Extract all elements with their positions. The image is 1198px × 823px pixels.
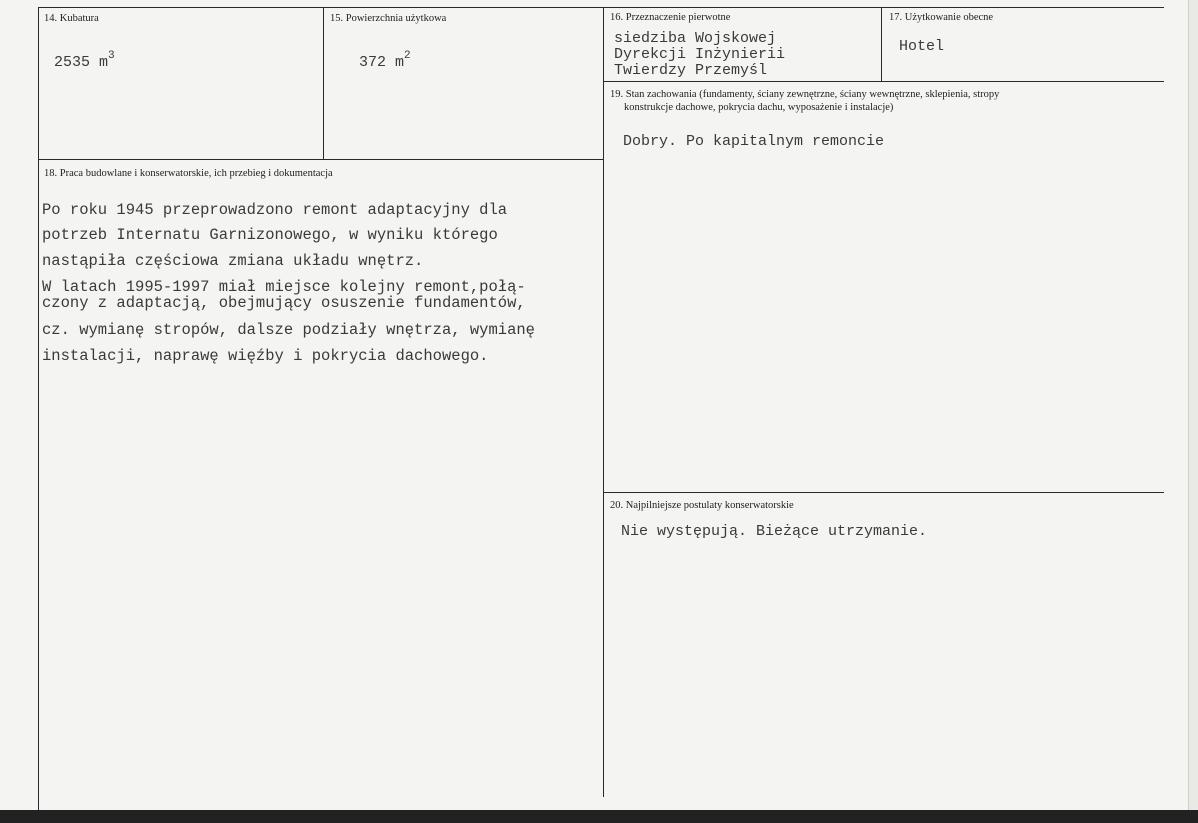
kubatura-number: 2535 m [54,54,109,71]
prace-line-2: potrzeb Internatu Garnizonowego, w wyniku którego [42,226,498,244]
powierzchnia-label: 15. Powierzchnia użytkowa [330,13,447,24]
divider-16-17 [881,7,882,81]
rule-above-20 [603,492,1164,493]
rule-under-16-17 [603,81,1164,82]
przeznaczenie-line-3: Twierdzy Przemyśl [614,62,768,79]
uzytkowanie-value: Hotel [899,38,945,55]
uzytkowanie-label: 17. Użytkowanie obecne [889,12,994,23]
prace-line-4: W latach 1995-1997 miał miejsce kolejny remont,połą- [42,278,526,296]
prace-line-7: instalacji, naprawę więźby i pokrycia dachowego. [42,347,489,365]
powierzchnia-number: 372 m [359,54,405,71]
przeznaczenie-label: 16. Przeznaczenie pierwotne [610,12,731,23]
stan-label-line-2: konstrukcje dachowe, pokrycia dachu, wyposażenie i instalacje) [624,102,894,113]
card-right-edge [1188,0,1198,823]
prace-line-5: czony z adaptacją, obejmujący osuszenie fundamentów, [42,294,526,312]
przeznaczenie-line-1: siedziba Wojskowej [614,30,777,47]
postulaty-label: 20. Najpilniejsze postulaty konserwatorskie [610,500,794,511]
prace-line-3: nastąpiła częściowa zmiana układu wnętrz. [42,252,424,270]
powierzchnia-value [359,50,411,71]
top-rule [38,7,1164,8]
prace-line-1: Po roku 1945 przeprowadzono remont adaptacyjny dla [42,201,508,219]
rule-under-14-15 [38,159,604,160]
przeznaczenie-line-2: Dyrekcji Inżynierii [614,46,786,63]
prace-label: 18. Praca budowlane i konserwatorskie, ich przebieg i dokumentacja [44,168,333,179]
postulaty-value: Nie występują. Bieżące utrzymanie. [621,523,928,540]
kubatura-value [54,50,115,71]
divider-14-15 [323,7,324,159]
kubatura-unit-exponent: 3 [108,50,115,62]
left-rule [38,7,39,811]
prace-line-6: cz. wymianę stropów, dalsze podziały wnętrza, wymianę [42,321,535,339]
kubatura-label: 14. Kubatura [44,13,99,24]
powierzchnia-unit-exponent: 2 [404,50,411,62]
scan-bottom-edge [0,810,1198,823]
center-divider [603,7,604,797]
stan-value: Dobry. Po kapitalnym remoncie [623,133,885,150]
stan-label-line-1: 19. Stan zachowania (fundamenty, ściany zewnętrzne, ściany wewnętrzne, sklepienia, stropy [610,89,1000,100]
